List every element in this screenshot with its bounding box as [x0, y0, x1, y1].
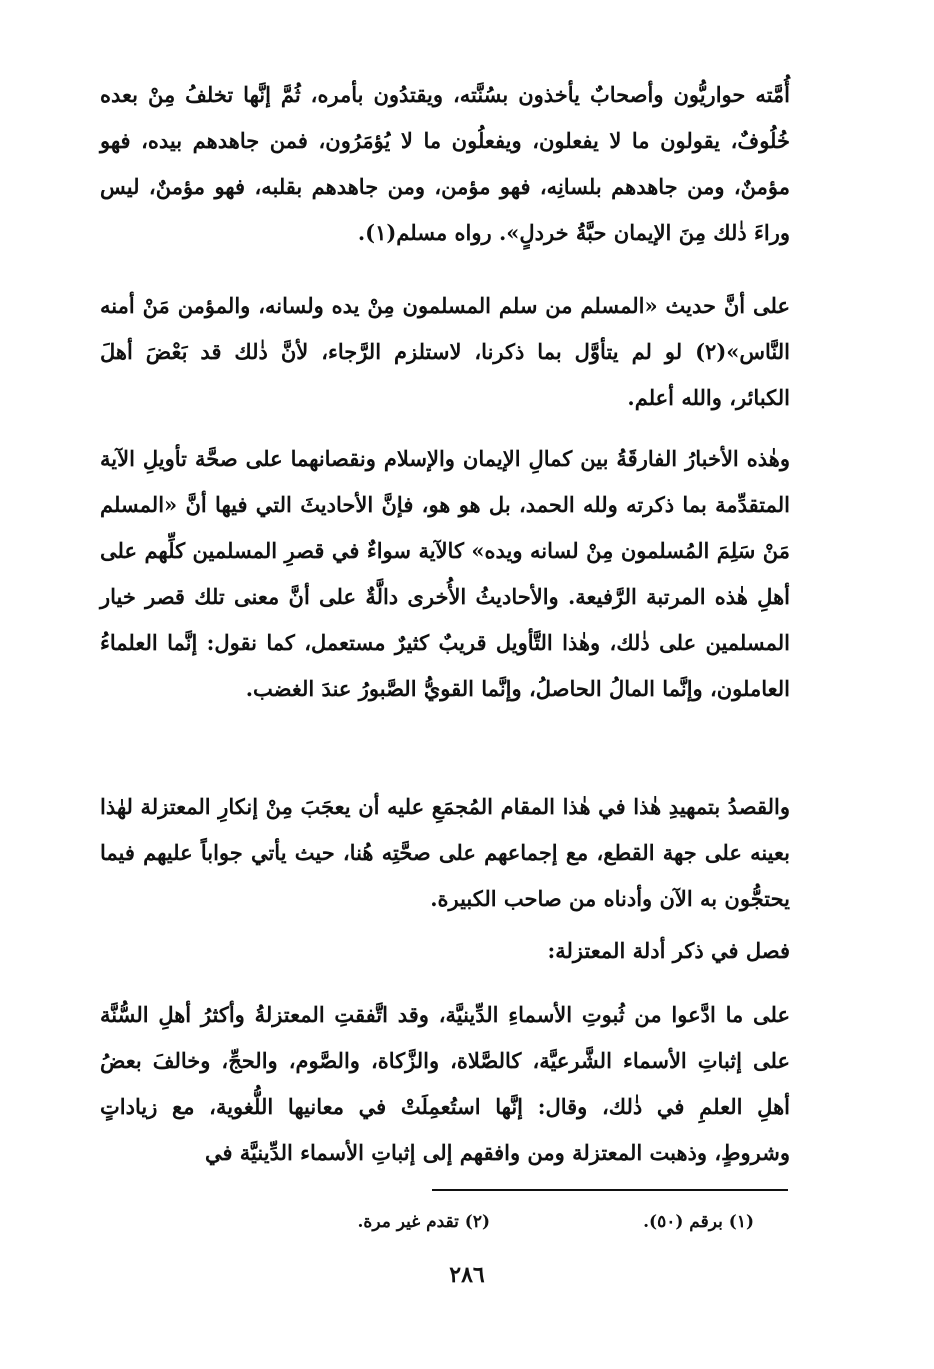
footnote-1: (١) برقم (٥٠). — [643, 1212, 754, 1232]
footnote-2: (٢) تقدم غير مرة. — [357, 1212, 490, 1232]
footnote-separator — [432, 1189, 788, 1191]
body-paragraph-2 — [100, 283, 790, 421]
body-paragraph-4 — [100, 784, 790, 922]
paragraph-text: على ما ادَّعوا من ثُبوتِ الأسماءِ الدِّينيَّة، وقد اتَّفقتِ المعتزلةُ وأكثرُ أهلِ السُّنَّة على إثباتِ الأسماء الشَّرعيَّة، كالصَّلاة، والزَّكاة، والصَّوم، والحجِّ، وخالفَ بعضُ أهلِ العلمِ في ذٰلك، وقال: إنَّها استُعمِلَتْ في معانيها اللُّغوية، مع زياداتٍ وشروطٍ، وذهبت المعتزلة ومن وافقهم إلى إثباتِ الأسماء الدِّينيَّة في — [100, 1002, 790, 1165]
paragraph-text: والقصدُ بتمهيدِ هٰذا في هٰذا المقام المُجمَعِ عليه أن يعجَبَ مِنْ إنكارِ المعتزلة لهٰذا بعينه على جهة القطع، مع إجماعهم على صحَّتِه هُنا، حيث يأتي جواباً عليهم فيما يحتجُّون به الآن وأدناه من صاحب الكبيرة. — [100, 794, 790, 911]
paragraph-text: على أنَّ حديث «المسلم من سلم المسلمون مِنْ يده ولسانه، والمؤمن مَنْ أمنه النَّاس»(٢) لو لم يتأوَّل بما ذكرنا، لاستلزم الرَّجاء، لأنَّ ذٰلك قد بَعْضَ أهلَ الكبائر، والله أعلم. — [100, 293, 790, 410]
paragraph-text: أُمَّته حواريُّون وأصحابٌ يأخذون بسُنَّته، ويقتدُون بأمره، ثُمَّ إنَّها تخلفُ مِنْ بعده خُلُوفٌ، يقولون ما لا يفعلون، ويفعلُون ما لا يُؤمَرُون، فمن جاهدهم بيده، فهو مؤمنٌ، ومن جاهدهم بلسانِه، فهو مؤمن، ومن جاهدهم بقلبه، فهو مؤمنٌ، ليس وراءَ ذٰلك مِنَ الإيمان حبَّةُ خردلٍ». رواه مسلم(١). — [100, 82, 790, 245]
body-paragraph-3 — [100, 436, 790, 712]
page-number: ٢٨٦ — [449, 1262, 485, 1288]
body-paragraph-5 — [100, 992, 790, 1176]
section-heading-text: فصل في ذكر أدلة المعتزلة: — [547, 938, 790, 963]
paragraph-text: وهٰذه الأخبارُ الفارقَةُ بين كمالِ الإيمان والإسلام ونقصانهما على صحَّة تأويلِ الآية المتقدِّمة بما ذكرته ولله الحمد، بل هو هو، فإنَّ الأحاديثَ التي فيها أنَّ «المسلم مَنْ سَلِمَ المُسلمون مِنْ لسانه ويده» كالآية سواءٌ في قصرِ المسلمين كلِّهم على أهلِ هٰذه المرتبة الرَّفيعة. والأحاديثُ الأُخرى دالَّةٌ على أنَّ معنى تلك قصر خيار المسلمين على ذٰلك، وهٰذا التَّأويل قريبٌ كثيرٌ مستعمل، كما نقول: إنَّما العلماءُ العاملون، وإنَّما المالُ الحاصلُ، وإنَّما القويُّ الصَّبورُ عندَ الغضب. — [100, 446, 790, 701]
body-paragraph-1 — [100, 72, 790, 256]
section-heading — [100, 928, 790, 974]
